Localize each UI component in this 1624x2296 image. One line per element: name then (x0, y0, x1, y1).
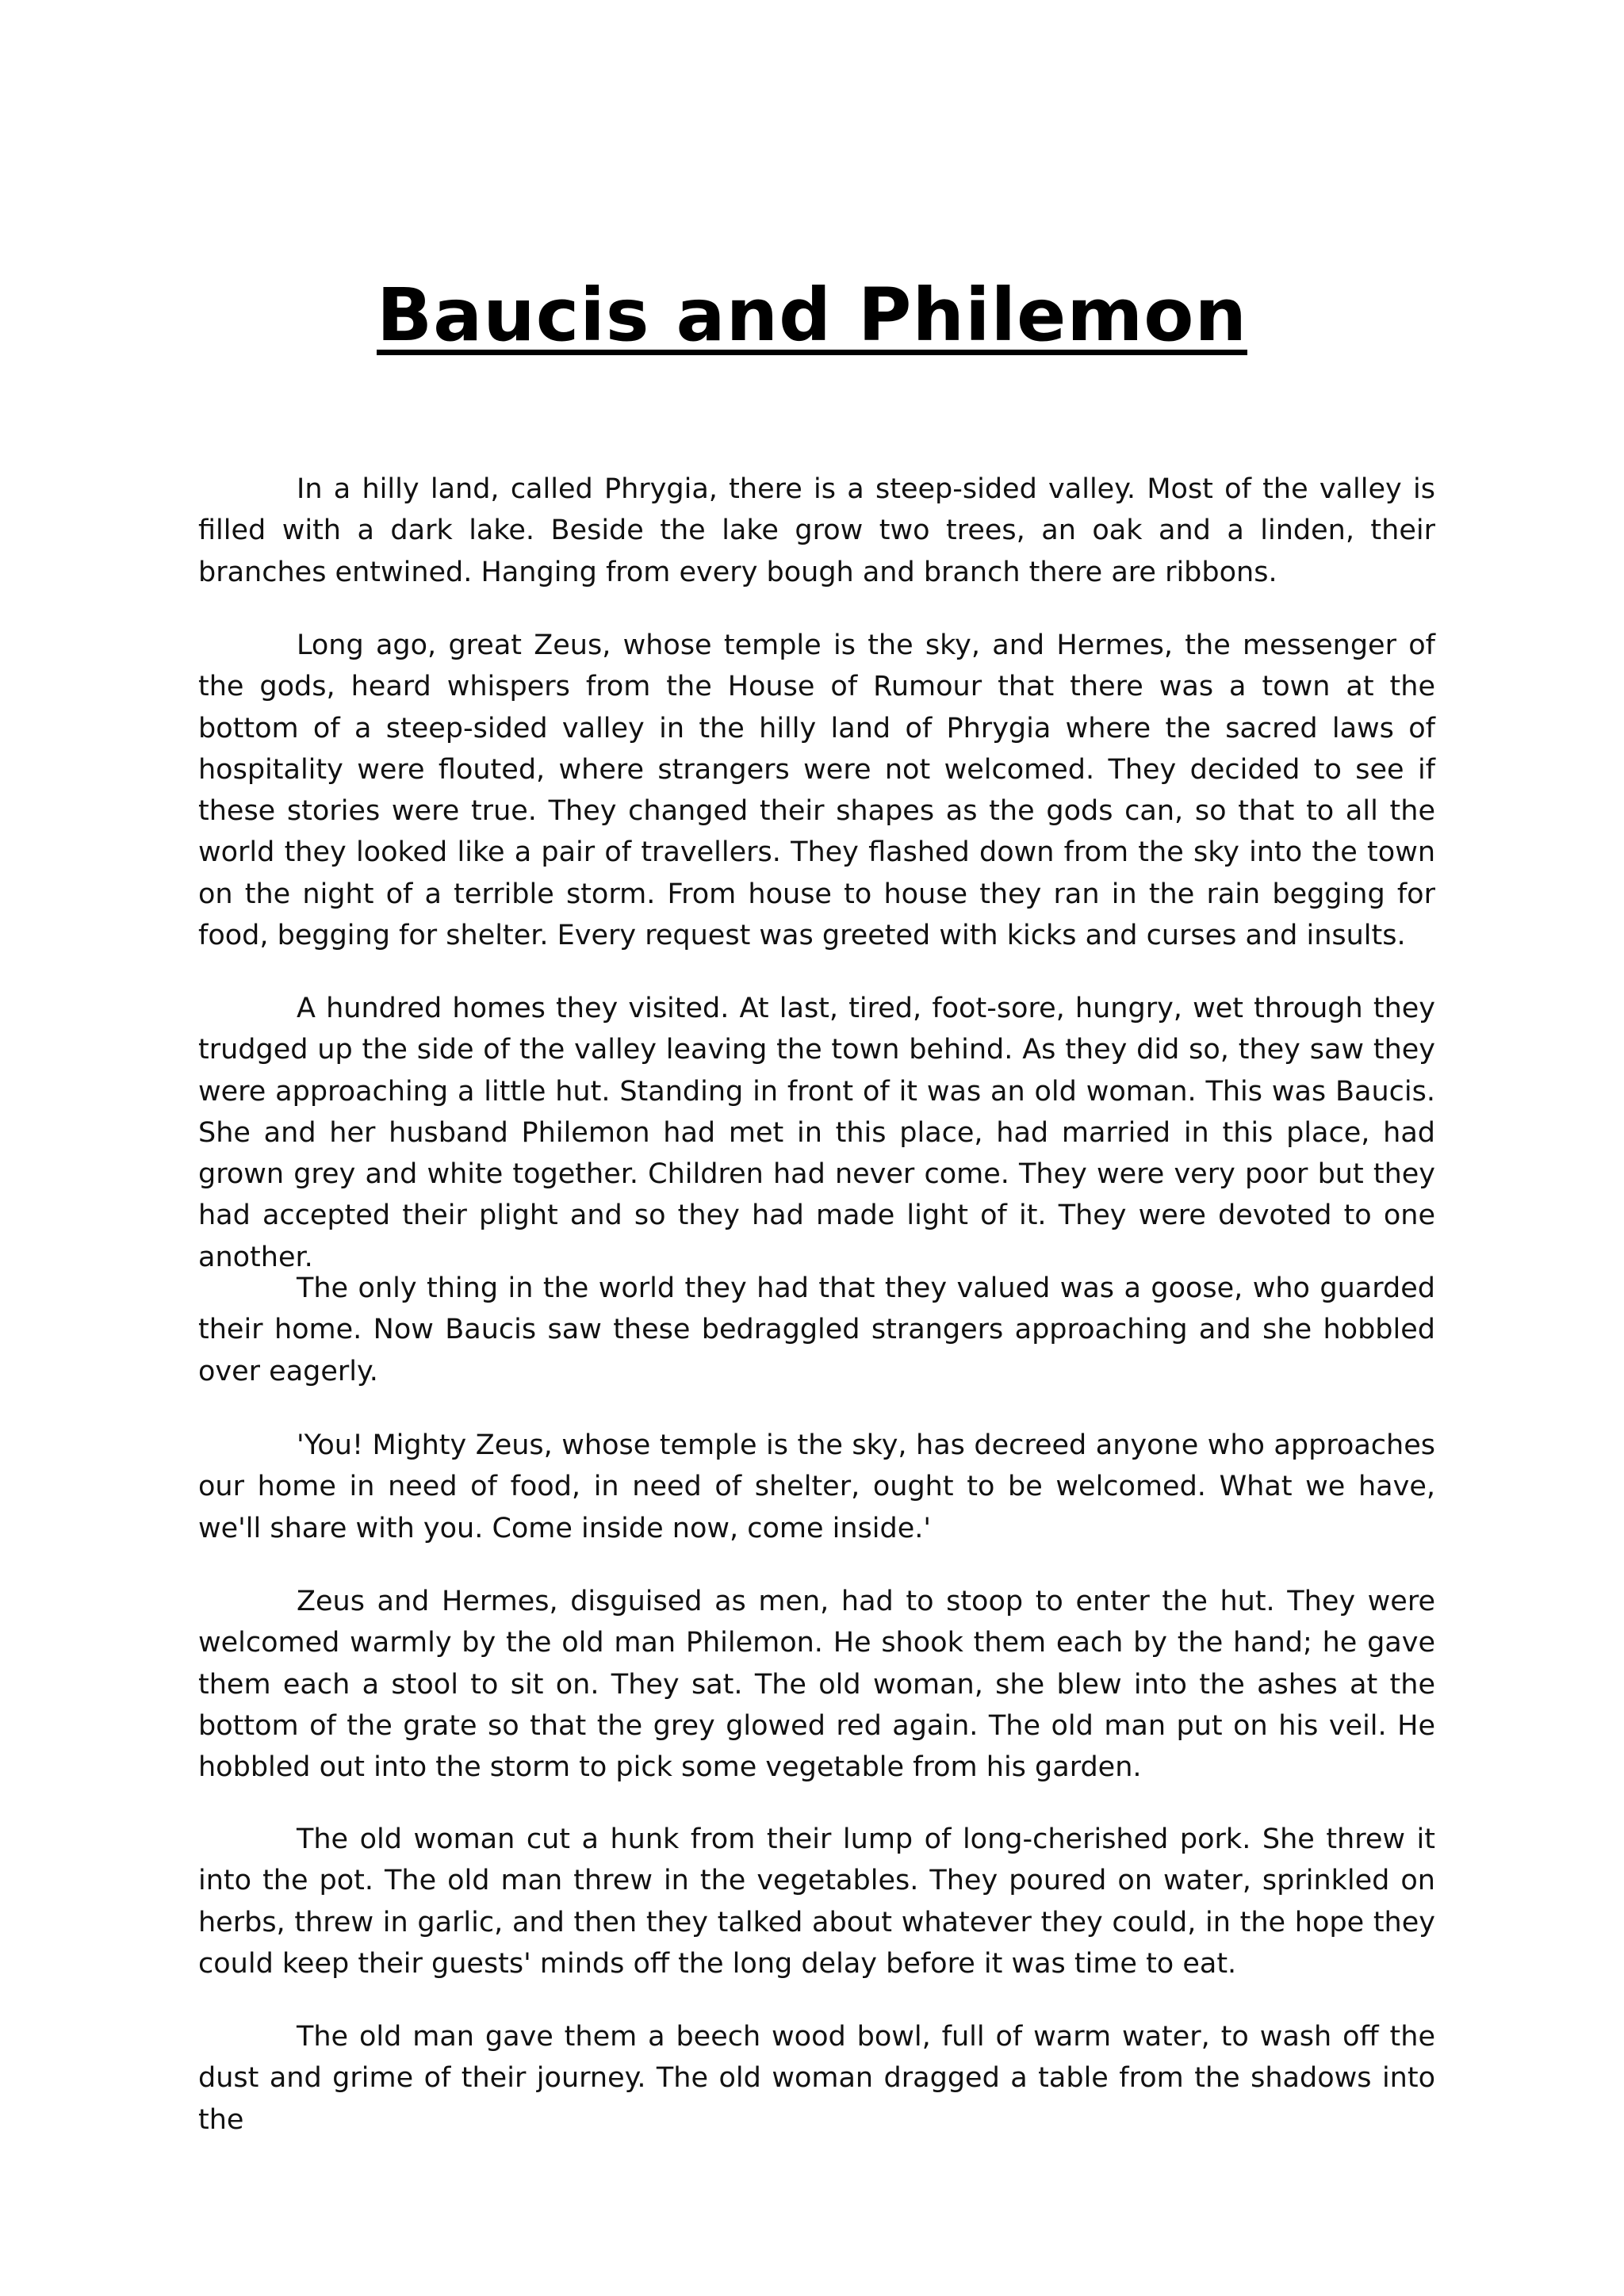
paragraph-1: In a hilly land, called Phrygia, there is a steep-sided valley. Most of the valley is filled with a dark lake. Beside the lake grow two trees, an oak and a linden, their branches entwined. Hanging from every bough and branch there are ribbons. (198, 473, 1435, 588)
paragraph-7: The old woman cut a hunk from their lump of long-cherished pork. She threw it into the pot. The old man threw in the vegetables. They poured on water, sprinkled on herbs, threw in garlic, and then they talked about whatever they could, in the hope they could keep their guests' minds off the long delay before it was time to eat. (198, 1823, 1435, 1980)
paragraph-3: A hundred homes they visited. At last, tired, foot-sore, hungry, wet through they trudged up the side of the valley leaving the town behind. As they did so, they saw they were approaching a little hut. Standing in front of it was an old woman. This was Baucis. She and her husband Philemon had met in this place, had married in this place, had grown grey and white together. Children had never come. They were very poor but they had accepted their plight and so they had made light of it. They were devoted to one another. (198, 993, 1435, 1273)
paragraph-6: Zeus and Hermes, disguised as men, had to stoop to enter the hut. They were welcomed warmly by the old man Philemon. He shook them each by the hand; he gave them each a stool to sit on. They sat. The old woman, she blew into the ashes at the bottom of the grate so that the grey glowed red again. The old man put on his veil. He hobbled out into the storm to pick some vegetable from his garden. (198, 1586, 1435, 1784)
page-title-text: Baucis and Philemon (377, 273, 1247, 358)
paragraph-8: The old man gave them a beech wood bowl, full of warm water, to wash off the dust and grime of their journey. The old woman dragged a table from the shadows into the (198, 2021, 1435, 2136)
paragraph-5: 'You! Mighty Zeus, whose temple is the sky, has decreed anyone who approaches our home in need of food, in need of shelter, ought to be welcomed. What we have, we'll share with you. Come inside now, come inside.' (198, 1429, 1435, 1544)
page-title (0, 268, 1624, 363)
paragraph-2: Long ago, great Zeus, whose temple is the sky, and Hermes, the messenger of the gods, heard whispers from the House of Rumour that there was a town at the bottom of a steep-sided valley in the hilly land of Phrygia where the sacred laws of hospitality were flouted, where strangers were not welcomed. They decided to see if these stories were true. They changed their shapes as the gods can, so that to all the world they looked like a pair of travellers. They flashed down from the sky into the town on the night of a terrible storm. From house to house they ran in the rain begging for food, begging for shelter. Every request was greeted with kicks and curses and insults. (198, 629, 1435, 952)
paragraph-4: The only thing in the world they had that they valued was a goose, who guarded their home. Now Baucis saw these bedraggled strangers approaching and she hobbled over eagerly. (198, 1272, 1435, 1387)
